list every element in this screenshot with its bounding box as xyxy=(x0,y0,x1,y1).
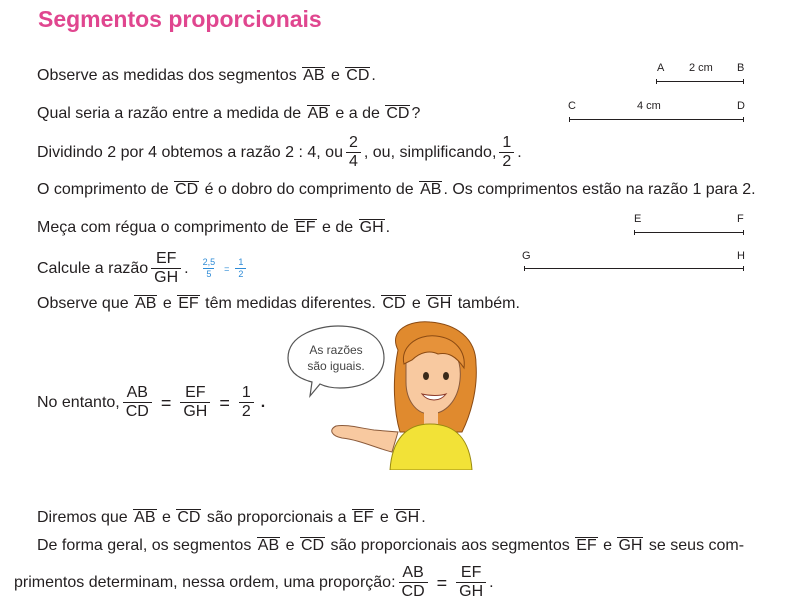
eye xyxy=(443,372,449,380)
text: Dividindo 2 por 4 obtemos a razão 2 : 4, ou xyxy=(37,143,343,161)
text: Calcule a razão xyxy=(37,259,149,277)
tick xyxy=(743,117,744,122)
point-label-d: D xyxy=(737,100,745,112)
text: ? xyxy=(411,105,421,122)
line-dividing xyxy=(37,134,522,171)
text: e de xyxy=(322,219,354,236)
tick xyxy=(656,79,657,84)
line-proportion xyxy=(14,564,494,601)
text: . xyxy=(385,219,391,236)
text: e xyxy=(162,295,172,312)
page-title: Segmentos proporcionais xyxy=(38,6,322,32)
segment-ab: AB xyxy=(257,537,280,554)
segment-gh: GH xyxy=(395,509,420,526)
tick xyxy=(634,230,635,235)
tick xyxy=(524,266,525,271)
text: De forma geral, os segmentos xyxy=(37,537,252,554)
segment-cd: CD xyxy=(177,509,201,526)
text: Meça com régua o comprimento de xyxy=(37,219,289,236)
line-we-say xyxy=(37,508,426,528)
tick xyxy=(743,230,744,235)
segment-line-gh xyxy=(524,268,744,269)
point-label-c: C xyxy=(568,100,576,112)
segment-ef: EF xyxy=(576,537,597,554)
tick xyxy=(743,266,744,271)
line-general-form xyxy=(37,536,744,556)
text: primentos determinam, nessa ordem, uma proporção: xyxy=(14,573,396,591)
text: são proporcionais aos segmentos xyxy=(330,537,570,554)
equals-sign: = xyxy=(160,392,172,413)
bubble-line: são iguais. xyxy=(307,359,365,373)
text: também. xyxy=(457,295,520,312)
segment-line-ef xyxy=(634,232,744,233)
line-question-ratio xyxy=(37,104,420,124)
text: é o dobro do comprimento de xyxy=(204,181,414,198)
point-label-f: F xyxy=(737,213,744,225)
speech-bubble-text xyxy=(296,342,376,374)
point-label-a: A xyxy=(657,62,665,74)
segment-gh: GH xyxy=(618,537,643,554)
text: No entanto, xyxy=(37,393,120,411)
segment-ab: AB xyxy=(134,509,156,526)
segment-ab: AB xyxy=(420,181,442,198)
answer-simplified: $\frac{1}{2}$ xyxy=(235,257,246,280)
answer-fraction: $\frac{2,5}{5}$ xyxy=(202,257,216,279)
line-calculate-ratio xyxy=(37,250,249,287)
point-label-g: G xyxy=(522,250,531,262)
segment-ef: EF xyxy=(178,295,199,312)
text: se seus com- xyxy=(648,537,745,554)
text: . Os comprimentos estão na razão 1 para 2. xyxy=(443,181,756,198)
line-measure xyxy=(37,218,390,238)
eye xyxy=(423,372,429,380)
line-however-equation xyxy=(37,384,265,421)
segment-cd: CD xyxy=(382,295,406,312)
text: Qual seria a razão entre a medida de xyxy=(37,105,302,122)
text: , ou, simplificando, xyxy=(363,143,497,161)
equals-sign: = xyxy=(436,572,448,593)
fraction-1-2: $\frac{1}{2}$ xyxy=(499,134,514,171)
fraction-1-2: $\frac{1}{2}$ xyxy=(239,384,254,421)
fraction-ef-gh: $\frac{EF}{GH}$ xyxy=(456,564,486,601)
text: são proporcionais a xyxy=(206,509,347,526)
segment-ab: AB xyxy=(303,67,325,84)
text: . xyxy=(260,393,266,411)
text: . xyxy=(371,67,376,84)
text: Diremos que xyxy=(37,509,128,526)
fraction-ab-cd: $\frac{AB}{CD}$ xyxy=(123,384,152,421)
text: . xyxy=(489,573,494,591)
text: e a de xyxy=(335,105,380,122)
segment-ef: EF xyxy=(295,219,316,236)
tick xyxy=(569,117,570,122)
segment-gh: GH xyxy=(427,295,452,312)
segment-ab: AB xyxy=(135,295,157,312)
equals-sign: = xyxy=(219,392,230,413)
fraction-ef-gh: $\frac{EF}{GH}$ xyxy=(180,384,210,421)
segment-cd: CD xyxy=(386,105,410,122)
point-label-b: B xyxy=(737,62,745,74)
text: têm medidas diferentes. xyxy=(205,295,376,312)
length-label-cd: 4 cm xyxy=(637,100,661,112)
text: . xyxy=(184,259,189,277)
text: Observe que xyxy=(37,295,129,312)
fraction-ab-cd: $\frac{AB}{CD}$ xyxy=(399,564,428,601)
answer-equals: = xyxy=(224,263,230,274)
point-label-e: E xyxy=(634,213,642,225)
text: . xyxy=(517,143,522,161)
text: e xyxy=(285,537,295,554)
text: . xyxy=(421,509,426,526)
hand xyxy=(332,425,398,452)
text: e xyxy=(411,295,421,312)
segment-gh: GH xyxy=(359,219,384,236)
text: Observe as medidas dos segmentos xyxy=(37,67,297,84)
text: O comprimento de xyxy=(37,181,169,198)
line-observe-segments xyxy=(37,66,376,86)
segment-ab: AB xyxy=(307,105,329,122)
segment-cd: CD xyxy=(175,181,199,198)
text: e xyxy=(330,67,340,84)
text: e xyxy=(379,509,389,526)
fraction-ef-gh: $\frac{EF}{GH}$ xyxy=(151,250,181,287)
length-label-ab: 2 cm xyxy=(689,62,713,74)
line-double-length xyxy=(37,180,756,200)
segment-ef: EF xyxy=(352,509,374,526)
fraction-2-4: $\frac{2}{4}$ xyxy=(346,134,361,171)
text: e xyxy=(603,537,613,554)
segment-cd: CD xyxy=(300,537,325,554)
text: e xyxy=(161,509,171,526)
segment-line-ab xyxy=(656,81,744,82)
segment-line-cd xyxy=(569,119,744,120)
bubble-line: As razões xyxy=(309,343,363,357)
line-different-measures xyxy=(37,294,520,314)
point-label-h: H xyxy=(737,250,745,262)
tick xyxy=(743,79,744,84)
segment-cd: CD xyxy=(346,67,370,84)
